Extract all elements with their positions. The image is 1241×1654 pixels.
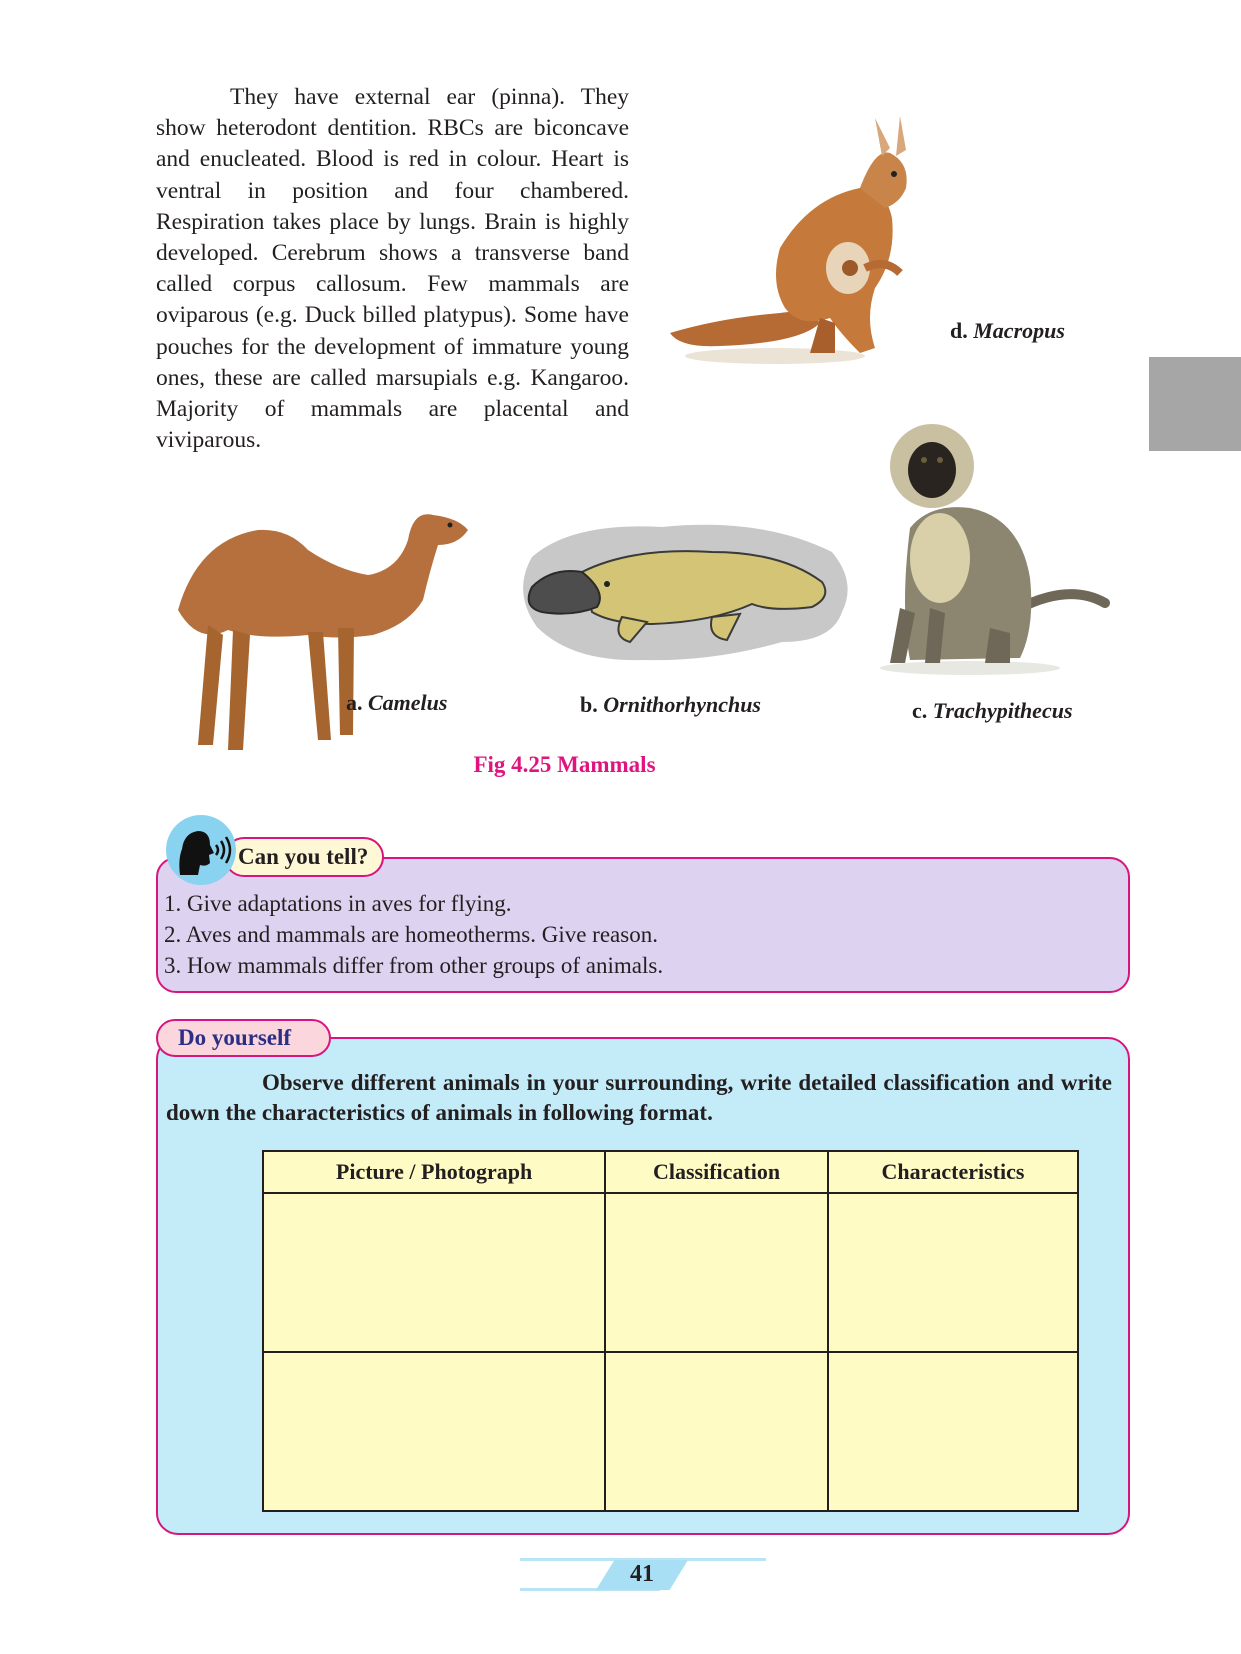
caption-name-b: Ornithorhynchus (603, 692, 761, 717)
figure-caption-d (950, 318, 1065, 344)
table-cell (605, 1352, 828, 1511)
header-picture: Picture / Photograph (263, 1151, 605, 1193)
can-you-tell-label: Can you tell? (224, 837, 384, 877)
format-table (262, 1150, 1079, 1512)
figure-caption-b (580, 692, 761, 718)
caption-letter-a: a. (346, 690, 363, 715)
platypus-image (512, 512, 857, 672)
table-row (263, 1352, 1078, 1511)
instruction-first-line: Observe different animals in your surrounding, write detailed classification and (262, 1070, 1054, 1095)
kangaroo-image (660, 108, 960, 373)
paragraph-first-line: They have external ear (pinna). They (230, 84, 629, 110)
caption-name-a: Camelus (368, 690, 448, 715)
caption-letter-c: c. (912, 698, 928, 723)
camel-image (168, 500, 493, 758)
header-classification: Classification (605, 1151, 828, 1193)
figure-caption-c (912, 698, 1073, 724)
table-cell (828, 1193, 1078, 1352)
table-cell (828, 1352, 1078, 1511)
chapter-side-tab (1149, 357, 1241, 451)
monkey-image (870, 408, 1125, 678)
figure-caption-a (346, 690, 447, 716)
page-number: 41 (630, 1561, 654, 1587)
do-yourself-instruction (166, 1068, 1112, 1128)
do-yourself-label: Do yourself (156, 1019, 331, 1057)
caption-letter-b: b. (580, 692, 598, 717)
list-item: 2. Aves and mammals are homeotherms. Give reason. (164, 922, 658, 947)
caption-name-d: Macropus (973, 318, 1065, 343)
header-characteristics: Characteristics (828, 1151, 1078, 1193)
body-paragraph (156, 82, 629, 456)
caption-letter-d: d. (950, 318, 968, 343)
instruction-rest: write down the characteristics of animals in following format. (166, 1070, 1112, 1125)
table-cell (605, 1193, 828, 1352)
table-header-row (263, 1151, 1078, 1193)
paragraph-rest: show heterodont dentition. RBCs are biconcave and enucleated. Blood is red in colour. Heart is ventral in position and four chambered. Respiration takes place by lungs. Brain is highly developed. Cerebrum shows a transverse band called corpus callosum. Few mammals are oviparous (e.g. Duck billed platypus). Some have pouches for the development of immature young ones, these are called marsupials e.g. Kangaroo. Majority of mammals are placental and viviparous. (156, 115, 629, 454)
table-cell (263, 1352, 605, 1511)
table-row (263, 1193, 1078, 1352)
figure-title: Fig 4.25 Mammals (473, 752, 656, 777)
table-cell (263, 1193, 605, 1352)
caption-name-c: Trachypithecus (932, 698, 1073, 723)
speaking-head-icon (166, 815, 236, 885)
list-item: 3. How mammals differ from other groups of animals. (164, 953, 664, 978)
list-item: 1. Give adaptations in aves for flying. (164, 891, 512, 916)
can-you-tell-list (164, 888, 663, 981)
